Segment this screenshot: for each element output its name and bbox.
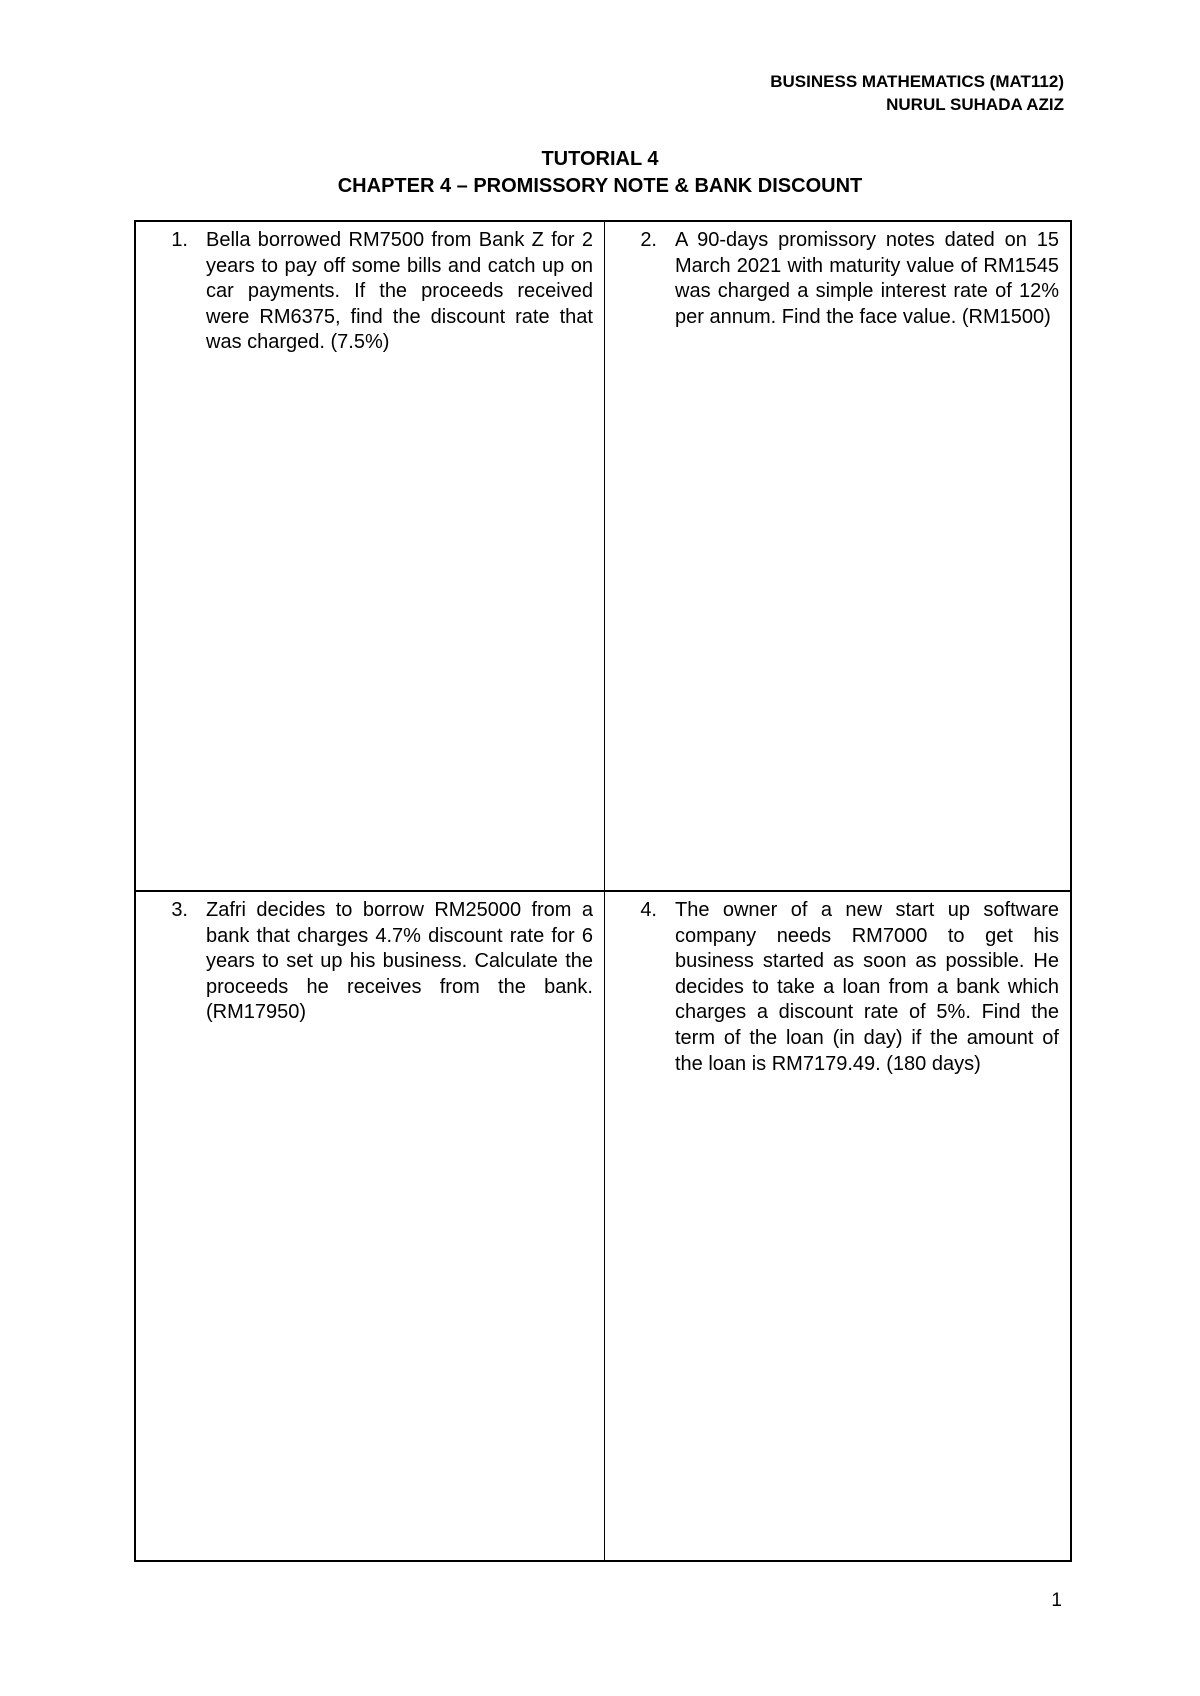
- tutorial-title: TUTORIAL 4: [541, 148, 659, 170]
- question-cell-4: [605, 892, 1070, 1560]
- question-number: 1.: [171, 229, 188, 251]
- question-item: [615, 898, 1059, 1077]
- author-name: NURUL SUHADA AZIZ: [886, 95, 1064, 114]
- document-header: [770, 70, 1064, 116]
- course-title: BUSINESS MATHEMATICS (MAT112): [770, 72, 1064, 91]
- question-text: Zafri decides to borrow RM25000 from a bank that charges 4.7% discount rate for 6 years to set up his business. Calculate the proceeds he receives from the bank. (RM17950): [206, 899, 593, 1024]
- question-table: [134, 220, 1072, 1562]
- question-item: [146, 228, 593, 356]
- question-number: 2.: [640, 229, 657, 251]
- page-number: 1: [1051, 1590, 1062, 1611]
- question-cell-1: [136, 222, 605, 892]
- chapter-title: CHAPTER 4 – PROMISSORY NOTE & BANK DISCOUNT: [337, 175, 863, 197]
- question-cell-2: [605, 222, 1070, 892]
- question-item: [146, 898, 593, 1026]
- question-item: [615, 228, 1059, 330]
- question-text: Bella borrowed RM7500 from Bank Z for 2 years to pay off some bills and catch up on car payments. If the proceeds received were RM6375, find the discount rate that was charged. (7.5%): [206, 229, 593, 354]
- question-cell-3: [136, 892, 605, 1560]
- question-number: 3.: [171, 899, 188, 921]
- question-number: 4.: [640, 899, 657, 921]
- question-text: The owner of a new start up software company needs RM7000 to get his business started as soon as possible. He decides to take a loan from a bank which charges a discount rate of 5%. Find the term of the loan (in day) if the amount of the loan is RM7179.49. (180 days): [675, 899, 1059, 1075]
- question-text: A 90-days promissory notes dated on 15 March 2021 with maturity value of RM1545 was charged a simple interest rate of 12% per annum. Find the face value. (RM1500): [675, 229, 1059, 328]
- title-block: [0, 146, 1200, 200]
